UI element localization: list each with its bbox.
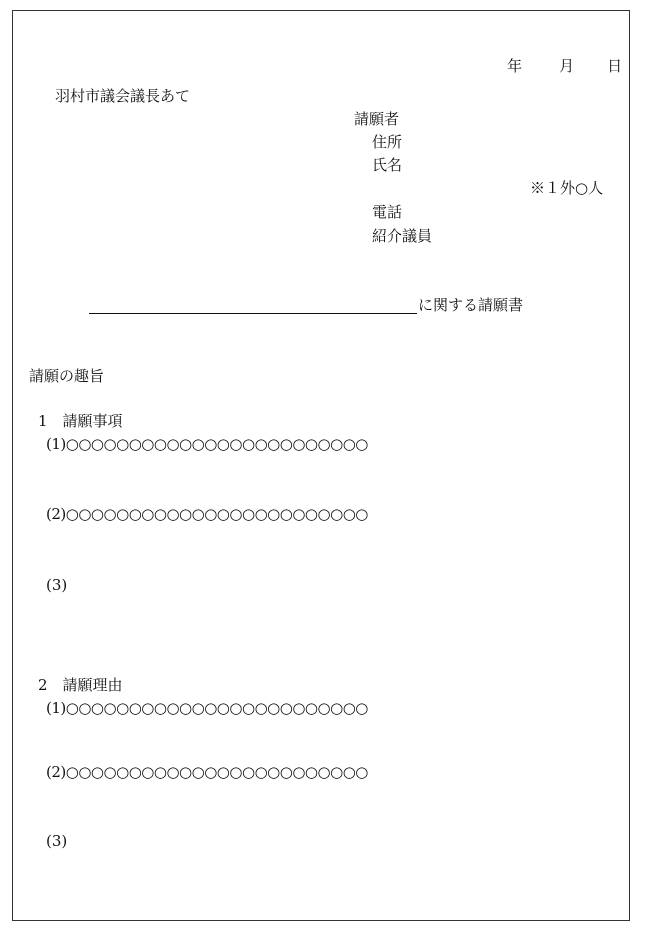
section1-item-1: (1)○○○○○○○○○○○○○○○○○○○○○○○○ bbox=[46, 435, 368, 453]
title-blank-line bbox=[89, 313, 417, 314]
address-label: 住所 bbox=[372, 133, 403, 151]
section1-item-2: (2)○○○○○○○○○○○○○○○○○○○○○○○○ bbox=[46, 505, 368, 523]
signatory-note: ※１外○人 bbox=[530, 179, 604, 197]
date-line bbox=[488, 39, 622, 93]
date-month: 月 bbox=[559, 57, 575, 75]
name-label: 氏名 bbox=[372, 156, 403, 174]
section2-heading: 2 請願理由 bbox=[38, 676, 123, 694]
petition-form-page bbox=[12, 10, 630, 921]
section1-heading: 1 請願事項 bbox=[38, 412, 123, 430]
addressee: 羽村市議会議長あて bbox=[55, 87, 191, 105]
petitioner-label: 請願者 bbox=[354, 110, 400, 128]
date-day: 日 bbox=[607, 57, 623, 75]
section2-item-2: (2)○○○○○○○○○○○○○○○○○○○○○○○○ bbox=[46, 763, 368, 781]
section1-item-3: (3) bbox=[46, 576, 68, 594]
petition-title-suffix: に関する請願書 bbox=[418, 296, 524, 314]
section2-item-3: (3) bbox=[46, 832, 68, 850]
purpose-heading: 請願の趣旨 bbox=[29, 367, 105, 385]
date-year: 年 bbox=[507, 57, 523, 75]
section2-item-1: (1)○○○○○○○○○○○○○○○○○○○○○○○○ bbox=[46, 699, 368, 717]
phone-label: 電話 bbox=[372, 203, 403, 221]
introducing-member-label: 紹介議員 bbox=[372, 227, 433, 245]
